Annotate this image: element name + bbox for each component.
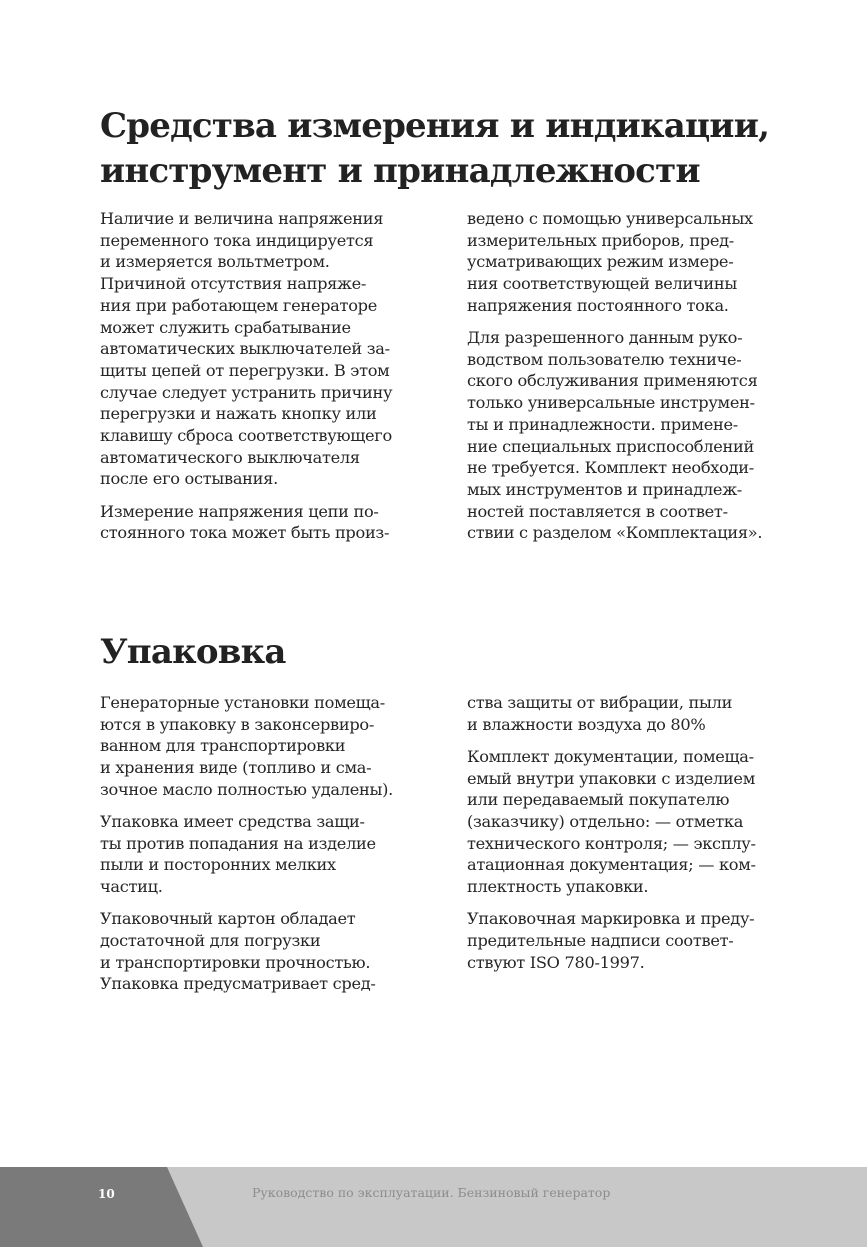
text-line: Упаковочная маркировка и преду- [467, 909, 755, 929]
footer-document-title: Руководство по эксплуатации. Бензиновый генератор [252, 1185, 611, 1200]
text-line: усматривающих режим измере- [467, 252, 734, 272]
text-line: ствуют ISO 780-1997. [467, 952, 645, 972]
text-line: Причиной отсутствия напряже- [100, 274, 367, 294]
paragraph [467, 692, 802, 735]
text-line: Наличие и величина напряжения [100, 209, 384, 228]
page-number: 10 [98, 1187, 115, 1201]
footer-band [0, 1167, 867, 1247]
text-line: достаточной для погрузки [100, 931, 321, 951]
section1-left-column [100, 208, 435, 555]
text-line: плектность упаковки. [467, 877, 649, 897]
paragraph [100, 692, 435, 801]
text-line: и хранения виде (топливо и сма- [100, 758, 372, 778]
paragraph [467, 327, 802, 544]
text-line: технического контроля; — эксплу- [467, 833, 756, 853]
section-heading-packaging: Упаковка [100, 632, 286, 672]
text-line: ского обслуживания применяются [467, 371, 758, 391]
heading-line: инструмент и принадлежности [100, 151, 700, 191]
section2-right-column [467, 692, 802, 984]
paragraph [467, 908, 802, 973]
text-line: ностей поставляется в соответ- [467, 501, 728, 521]
page-footer [0, 1167, 867, 1247]
text-line: Для разрешенного данным руко- [467, 328, 743, 348]
text-line: ются в упаковку в законсервиро- [100, 714, 375, 734]
text-line: и влажности воздуха до 80% [467, 714, 706, 734]
text-line: и транспортировки прочностью. [100, 952, 371, 972]
text-line: предительные надписи соответ- [467, 931, 734, 951]
text-line: переменного тока индицируется [100, 230, 374, 250]
text-line: клавишу сброса соответствующего [100, 426, 392, 446]
paragraph [100, 811, 435, 898]
section-heading-measurement [100, 104, 769, 194]
text-line: ства защиты от вибрации, пыли [467, 693, 733, 712]
paragraph [100, 208, 435, 490]
text-line: (заказчику) отдельно: — отметка [467, 812, 744, 832]
text-line: Упаковка имеет средства защи- [100, 812, 365, 832]
text-line: автоматических выключателей за- [100, 339, 390, 359]
text-line: Комплект документации, помеща- [467, 746, 754, 766]
paragraph [100, 501, 435, 544]
text-line: автоматического выключателя [100, 447, 360, 467]
text-line: после его остывания. [100, 469, 278, 489]
text-line: случае следует устранить причину [100, 382, 393, 402]
text-line: мых инструментов и принадлеж- [467, 479, 742, 499]
text-line: ведено с помощью универсальных [467, 209, 753, 228]
paragraph [100, 908, 435, 995]
text-line: емый внутри упаковки с изделием [467, 768, 755, 788]
text-line: частиц. [100, 877, 163, 897]
text-line: может служить срабатывание [100, 317, 351, 337]
text-line: не требуется. Комплект необходи- [467, 458, 754, 478]
text-line: ния при работающем генераторе [100, 295, 377, 315]
paragraph [467, 208, 802, 317]
text-line: стоянного тока может быть произ- [100, 523, 390, 543]
text-line: ние специальных приспособлений [467, 436, 754, 456]
text-line: пыли и посторонних мелких [100, 855, 336, 875]
text-line: и измеряется вольтметром. [100, 252, 330, 272]
text-line: напряжения постоянного тока. [467, 295, 729, 315]
text-line: Упаковка предусматривает сред- [100, 974, 376, 994]
text-line: ты и принадлежности. примене- [467, 414, 738, 434]
text-line: перегрузки и нажать кнопку или [100, 404, 377, 424]
text-line: ния соответствующей величины [467, 274, 737, 294]
text-line: щиты цепей от перегрузки. В этом [100, 360, 390, 380]
text-line: атационная документация; — ком- [467, 855, 756, 875]
text-line: ты против попадания на изделие [100, 833, 376, 853]
heading-line: Средства измерения и индикации, [100, 106, 770, 146]
text-line: зочное масло полностью удалены). [100, 779, 393, 799]
text-line: ванном для транспортировки [100, 736, 346, 756]
text-line: только универсальные инструмен- [467, 393, 755, 413]
section1-right-column [467, 208, 802, 555]
text-line: Генераторные установки помеща- [100, 693, 385, 712]
text-line: ствии с разделом «Комплектация». [467, 523, 763, 543]
text-line: или передаваемый покупателю [467, 790, 730, 810]
section2-left-column [100, 692, 435, 1006]
text-line: измерительных приборов, пред- [467, 230, 734, 250]
text-line: Упаковочный картон обладает [100, 909, 356, 929]
text-line: Измерение напряжения цепи по- [100, 501, 379, 521]
text-line: водством пользователю техниче- [467, 349, 742, 369]
paragraph [467, 746, 802, 898]
